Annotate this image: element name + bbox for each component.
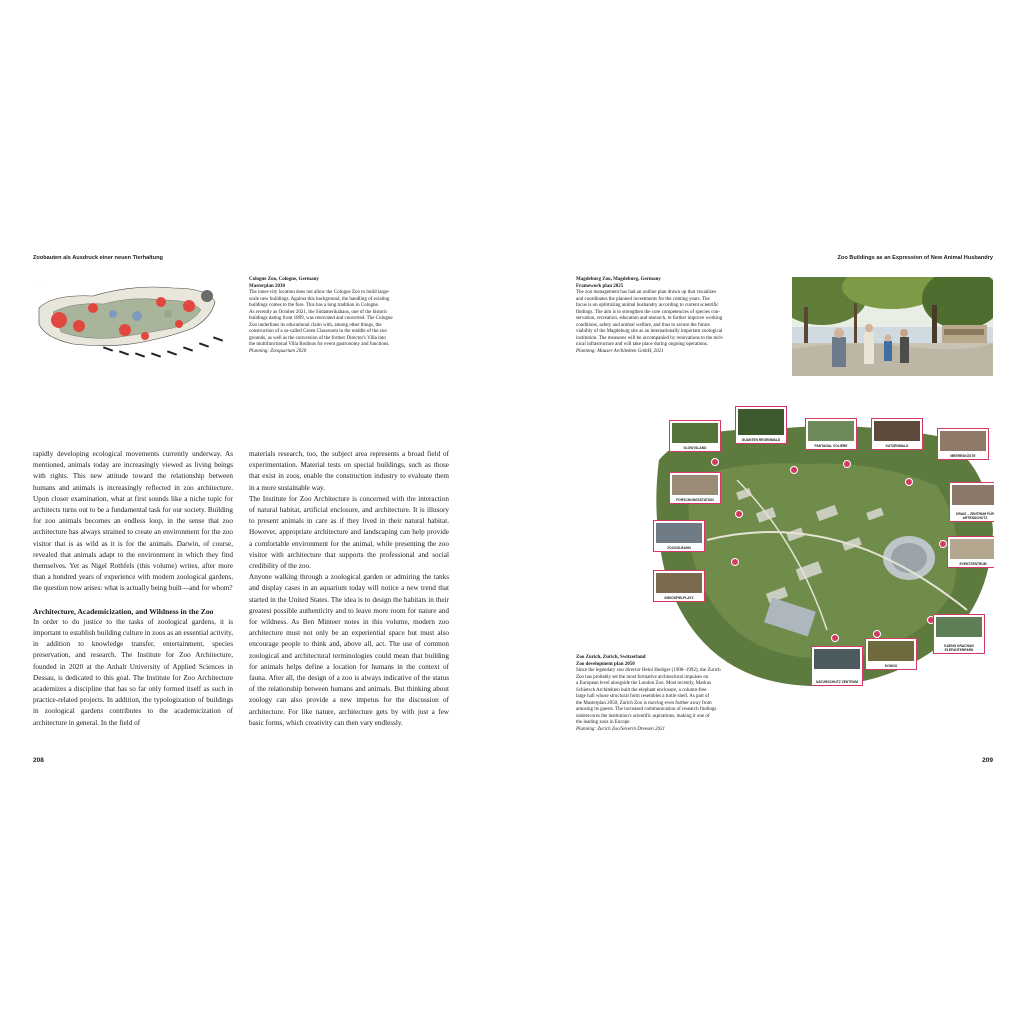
caption-magdeburg-title: Magdeburg Zoo, Magdeburg, Germany [576,277,661,282]
caption-line: The zoo management has had an outline plan drawn up that visualizes [576,290,717,295]
caption-line: large hall whose structural form resembles a turtle shell. As part of [576,694,710,699]
hotspot-marker [843,460,851,468]
caption-line: focus is on optimizing animal husbandry according to current scientific [576,303,719,308]
caption-line: the multifunctional Villa Bodinus for event gastronomy and functions. [249,342,390,347]
thumb-eventzentrum: EVENTZENTRUM [947,536,994,568]
caption-line: nical infrastructure and will take place during ongoing operations. [576,342,709,347]
caption-line: Zoo has probably set the most formative architectural impulses on [576,674,709,680]
caption-line: underscores the institution's scientific aspirations, making it one of [576,713,710,719]
caption-line: buildings dating from 1899, was renovated and converted. The Cologne [249,316,393,321]
caption-line: viability of the Magdeburg site as an internationally important zoological [576,329,723,334]
caption-line: and coordinates the planned investments for the coming years. The [576,296,710,302]
cologne-masterplan-image [33,278,233,368]
caption-line: conditions, safety and animal welfare, and thus to secure the future [576,322,710,328]
caption-line: amusing its guests. The increased communication of research findings [576,707,717,712]
body-paragraph: materials research, too, the subject area represents a broad field of experimentation. Material tests on special buildings, such as those that exist in zoos, enable the construction industry to evaluate them in a more sustainable way. [249,450,449,492]
caption-cologne-title: Cologne Zoo, Cologne, Germany [249,277,319,282]
caption-line: findings. The aim is to strengthen the core competencies of species con- [576,309,721,315]
caption-cologne-credit: Planning: Zooquarium 2020 [249,348,307,354]
caption-line: grounds, as well as the conversion of the former Director's Villa into [249,335,386,341]
caption-zurich-credit: Planning: Zurich Zoo/Séverin Dreesen 2021 [576,726,665,732]
body-paragraph: In order to do justice to the tasks of zoological gardens, it is important to establish building culture in zoos as an essential activity, in addition to knowledge transfer, entertainment, species preservation, and research. The Institute for Zoo Architecture, founded in 2020 at the Anhalt University of Applied Sciences in Dessau, is dedicated to this goal. The Institute for Zoo Architecture academizes a discipline that has so far only formed itself as such in practice-related projects. In addition, the typologization of buildings in zoological gardens contributes to the academicization of architecture in general. In the field of [33,617,233,727]
caption-zurich-subtitle: Zoo development plan 2050 [576,661,635,667]
body-column-right [249,449,449,729]
hotspot-marker [731,558,739,566]
caption-line: As recently as October 2021, the Südamerikahaus, one of the historic [249,309,388,315]
caption-magdeburg-subtitle: Framework plan 2025 [576,283,624,289]
thumb-pantanal-voliere: PANTANAL VOLIERE [805,418,857,450]
thumb-forschungsstation: FORSCHUNGSSTATION [669,472,721,504]
caption-line: a European level alongside the London Zoo. Most recently, Markus [576,681,712,686]
svg-text:. . . .: . . . . [39,284,44,287]
caption-zurich [576,655,766,733]
page-number-left: 208 [33,757,44,764]
zurich-development-plan-image [647,390,994,690]
thumb-drais-zentrum: DRAIS – ZENTRUM FÜR ARTENSCHUTZ [949,482,994,522]
body-paragraph: rapidly developing ecological movements currently underway. As mentioned, animals today are increasingly viewed as living beings with rights. This new attitude toward the relationship between humans and animals is increasingly reflected in zoo architecture. Upon closer examination, what at first sounds like a niche topic for architects turns out to be a fundamental task for our society. Building for zoo animals becomes an endless loop, in the sense that zoo architecture has always strained to create an environment for the zoo visitor that is as wild as it is for the animals. Darwin, of course, revealed that animals adapt to the environment in which they find themselves. Yet as Nigel Rothfels (this volume) writes, after more than a hundred years of experience with modern zoological gardens, the question now arises: what is actually being built—and for whom? [33,450,233,593]
caption-line: the Masterplan 2050, Zurich Zoo is moving even further away from [576,700,712,706]
caption-line: Since the legendary zoo director Heini Hediger (1908–1992), the Zurich [576,668,721,673]
body-paragraph: Anyone walking through a zoological garden or admiring the tanks and display cases in an aquarium today will notice a new trend that started in the United States. The idea is to design the habitats in their greatest possible authenticity and to leave more room for nature and for wildness. As Ben Minteer notes in this volume, modern zoo architecture must not only be an experiential space but must also encourage people to think and, above all, act. The use of common zoological and architectural terminologies could mean that building for animals helps define a location for humans in the context of fauna. After all, the design of a zoo is always indicative of the status of the relationship between humans and animals. But thinking about zoology can also provide a new impetus for the discussion of architecture. For like nature, architecture gets by with just a few basic forms, which creativity can then vary endlessly. [249,573,449,727]
thumb-katzenwald: KATZENWALD [871,418,923,450]
caption-line: institution. The measures will be accompanied by renovations to the tech- [576,335,724,341]
thumb-meereskueste: MEERESKÜSTE [937,428,989,460]
page-number-right: 209 [982,757,993,764]
hotspot-marker [735,510,743,518]
body-column-left [33,449,233,729]
hotspot-marker [711,458,719,466]
caption-cologne-subtitle: Masterplan 2030 [249,283,285,289]
thumb-kongo: KONGO [865,638,917,670]
caption-magdeburg-credit: Planning: Mauser Architekten GmbH, 2021 [576,348,664,354]
thumb-zoosolbahn: ZOOSOLBAHN [653,520,705,552]
hotspot-marker [939,540,947,548]
thumb-naturschutz-zentrum: NATURSCHUTZ ZENTRUM [811,646,863,686]
body-paragraph: The Institute for Zoo Architecture is concerned with the interaction of natural habitat, artificial enclosure, and architecture. It is illusory to present animals in care as if they lived in their natural habitat. However, appropriate architecture and landscaping can help provide a comfortable environment for the animal, while presenting the zoo visitor with architecture that supports the professional and social credibility of the zoo. [249,494,449,571]
magdeburg-rendering-image [792,277,993,376]
caption-line: The inner-city location does not allow the Cologne Zoo to build large- [249,290,390,295]
section-heading: Architecture, Academicization, and Wildness in the Zoo [33,606,214,616]
running-head-right: Zoo Buildings as an Expression of New Animal Husbandry [837,255,993,261]
caption-magdeburg [576,277,766,355]
caption-line: the leading zoos in Europe. [576,720,631,725]
hotspot-marker [873,630,881,638]
caption-line: scale new buildings. Against this background, the handling of existing [249,296,390,302]
caption-line: Schietsch Architekten built the elephant enclosure, a column-free [576,687,707,693]
thumb-indiospielplatz: INDIOSPIELPLATZ [653,570,705,602]
caption-cologne [249,277,434,355]
caption-line: servation, recreation, education and research, to further improve working [576,316,723,321]
running-head-left: Zoobauten als Ausdruck einer neuen Tierhaltung [33,255,163,261]
caption-line: buildings comes to the fore. This has a long tradition in Cologne. [249,303,380,308]
hotspot-marker [905,478,913,486]
caption-line: Zoo underlines its educational claim with, among other things, the [249,322,382,328]
hotspot-marker [790,466,798,474]
thumb-guanten-regenwald: GUANTEN REGENWALD [735,406,787,444]
caption-zurich-title: Zoo Zurich, Zurich, Switzerland [576,655,646,660]
caption-line: construction of a so-called Green Classroom in the middle of the zoo [249,329,387,334]
thumb-slow-island: SLOW ISLAND [669,420,721,452]
thumb-kaeng-krachan: KAENG KRACHAN ELEFANTENPARK [933,614,985,654]
hotspot-marker [831,634,839,642]
